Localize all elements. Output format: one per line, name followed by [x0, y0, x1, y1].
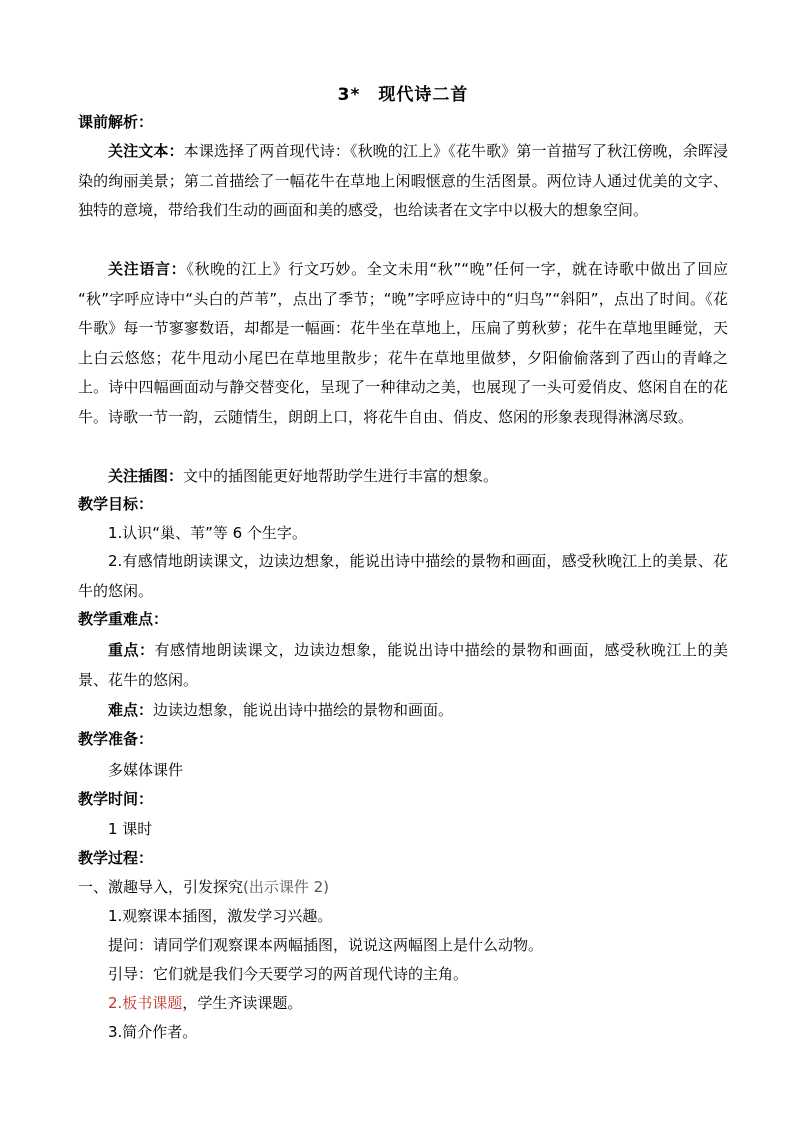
- label-difficulty: 难点：: [108, 701, 154, 719]
- time-text: 1 课时: [108, 820, 153, 838]
- section-heading-goals: 教学目标：: [78, 495, 154, 513]
- process-item-1: 1.观察课本插图，激发学习兴趣。: [108, 907, 333, 925]
- text-key-point: 有感情地朗读课文，边读边想象，能说出诗中描绘的景物和画面，感受秋晚江上的美景、花牛的悠闲。: [78, 641, 728, 689]
- section-heading-process: 教学过程：: [78, 849, 154, 867]
- step-1-text: 一、激趣导入，引发探究: [78, 878, 244, 896]
- goal-item-1: 1.认识“巢、苇”等 6 个生字。: [108, 524, 307, 542]
- process-item-2: [108, 993, 302, 1013]
- label-focus-text: 关注文本：: [108, 142, 184, 160]
- process-step-1: [78, 877, 329, 897]
- text-focus-illustration: 文中的插图能更好地帮助学生进行丰富的想象。: [183, 467, 499, 485]
- paragraph-focus-illustration: [78, 462, 728, 492]
- text-focus-language: 《秋晚的江上》行文巧妙。全文未用“秋”“晚”任何一字，就在诗歌中做出了回应 “秋”字呼应诗中“头白的芦苇”，点出了季节；“晚”字呼应诗中的“归鸟”“斜阳”，点出了时间。《花牛歌》每一节寥寥数语，却都是一幅画：花牛坐在草地上，压扁了剪秋萝；花牛在草地里睡觉，天上白云悠悠；花牛甩动小尾巴在草地里散步；花牛在草地里做梦，夕阳偷偷落到了西山的青峰之上。诗中四幅画面动与静交替变化，呈现了一种律动之美，也展现了一头可爱俏皮、悠闲自在的花牛。诗歌一节一韵，云随情生，朗朗上口，将花牛自由、俏皮、悠闲的形象表现得淋漓尽致。: [78, 260, 728, 426]
- process-question: 提问：请同学们观察课本两幅插图，说说这两幅图上是什么动物。: [108, 936, 544, 954]
- section-heading-key: 教学重难点：: [78, 610, 169, 628]
- process-item-3: 3.简介作者。: [108, 1023, 198, 1041]
- section-heading-prelesson: 课前解析：: [78, 113, 154, 131]
- paragraph-key-point: [78, 636, 728, 695]
- section-heading-prep: 教学准备：: [78, 730, 154, 748]
- label-focus-language: 关注语言：: [108, 260, 187, 278]
- process-guide: 引导：它们就是我们今天要学习的两首现代诗的主角。: [108, 965, 469, 983]
- board-title-text: 2.板书课题: [108, 994, 183, 1012]
- label-focus-illustration: 关注插图：: [108, 467, 184, 485]
- paragraph-difficulty: [78, 696, 728, 726]
- process-item-2-text: ，学生齐读课题。: [182, 994, 303, 1012]
- prep-text: 多媒体课件: [108, 761, 184, 779]
- paragraph-focus-text: [78, 137, 728, 226]
- step-1-note: (出示课件 2): [243, 878, 330, 896]
- section-heading-time: 教学时间：: [78, 790, 154, 808]
- paragraph-focus-language: [78, 255, 728, 432]
- page-title: 3* 现代诗二首: [337, 85, 469, 105]
- goal-item-2: 2.有感情地朗读课文，边读边想象，能说出诗中描绘的景物和画面，感受秋晚江上的美景、花牛的悠闲。: [78, 552, 728, 600]
- text-difficulty: 边读边想象，能说出诗中描绘的景物和画面。: [153, 701, 454, 719]
- text-focus-text: 本课选择了两首现代诗：《秋晚的江上》《花牛歌》第一首描写了秋江傍晚，余晖浸染的绚丽美景；第二首描绘了一幅花牛在草地上闲暇惬意的生活图景。两位诗人通过优美的文字、独特的意境，带给我们生动的画面和美的感受，也给读者在文字中以极大的想象空间。: [78, 142, 728, 219]
- label-key-point: 重点：: [108, 641, 155, 659]
